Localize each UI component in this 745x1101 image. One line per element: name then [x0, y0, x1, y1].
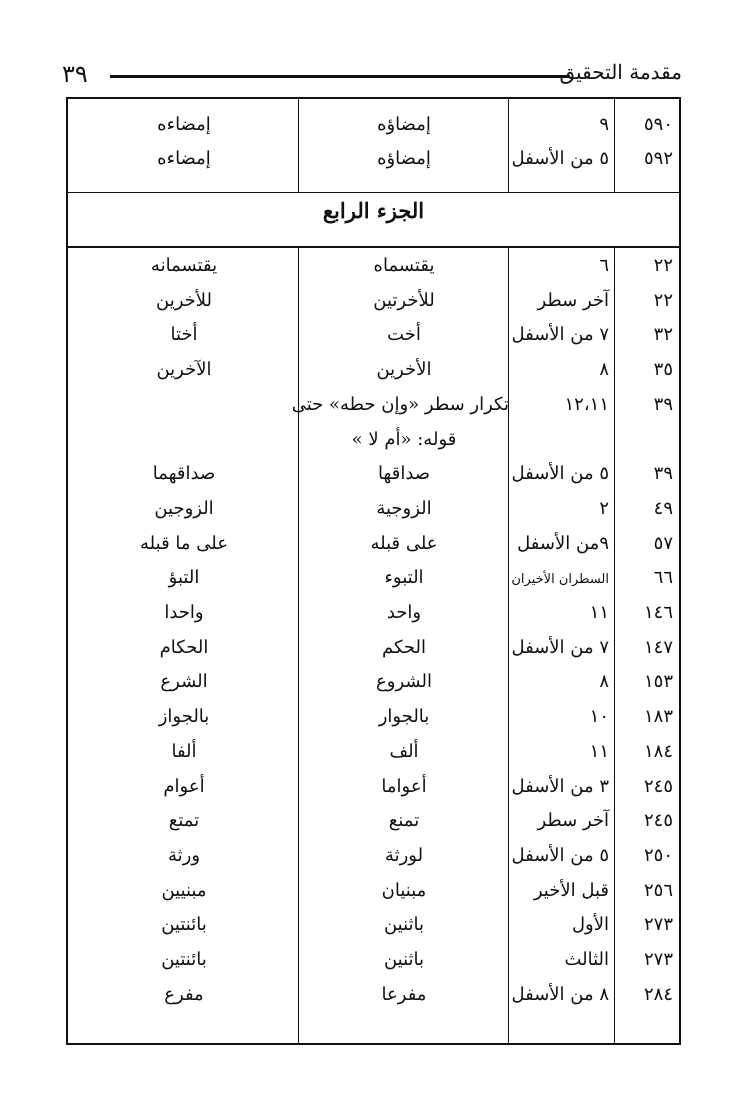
erroneous-text-cell: أعواما: [381, 775, 427, 797]
erroneous-text-cell: الشروع: [376, 671, 432, 693]
line-ref-cell: ٨ من الأسفل: [511, 983, 609, 1005]
erroneous-text-cell: يقتسماه: [373, 255, 435, 276]
page-number-cell: ٥٩٠: [643, 114, 673, 135]
corrected-text-cell: مفرع: [164, 983, 204, 1005]
page-number-cell: ١٤٦: [643, 602, 673, 623]
erroneous-text-cell: لورثة: [384, 844, 424, 866]
section-title: الجزء الرابع: [322, 198, 425, 223]
corrected-text-cell: التبؤ: [168, 567, 200, 589]
table-row: [68, 111, 679, 146]
corrected-text-cell: ورثة: [167, 844, 201, 866]
page-number-cell: ٣٩: [653, 463, 673, 485]
page-number-cell: ٣٢: [653, 324, 673, 346]
corrected-text-cell: بائنتين: [161, 949, 207, 970]
erroneous-text-cell: إمضاؤه: [377, 114, 431, 135]
erroneous-text-cell: على قبله: [370, 532, 438, 554]
table-row: [68, 738, 679, 773]
header-rule: [110, 75, 570, 78]
corrected-text-cell: الزوجين: [154, 497, 214, 519]
table-row: [68, 877, 679, 912]
line-ref-cell: ٩من الأسفل: [517, 532, 609, 554]
table-row: [68, 495, 679, 530]
page-number-cell: ٢٤٥: [643, 775, 673, 797]
corrected-text-cell: إمضاءه: [157, 148, 211, 169]
table-row: [68, 564, 679, 599]
page-number-cell: ٢٧٣: [643, 914, 673, 936]
erroneous-text-cell: تمنع: [388, 810, 420, 832]
erroneous-text-cell: تكرار سطر «وإن حطه» حتى: [291, 393, 509, 415]
page-number-cell: ٥٧: [653, 532, 673, 554]
erroneous-text-cell: إمضاؤه: [377, 148, 431, 169]
running-title: مقدمة التحقيق: [559, 60, 682, 84]
table-row: [68, 460, 679, 495]
corrected-text-cell: مبنيين: [161, 879, 207, 901]
erroneous-text-cell: الزوجية: [376, 497, 432, 519]
page-number-cell: ٣٩: [653, 393, 673, 415]
erroneous-text-cell: للأخرتين: [373, 289, 435, 311]
line-ref-cell: ٩: [599, 114, 609, 135]
corrected-text-cell: ألفا: [171, 740, 197, 762]
page-number-cell: ٢٧٣: [643, 949, 673, 970]
table-row: [68, 530, 679, 565]
page-number-cell: ٣٥: [653, 359, 673, 381]
corrected-text-cell: تمتع: [168, 810, 200, 832]
table-row: [68, 634, 679, 669]
line-ref-cell: السطران الأخيران: [511, 572, 609, 588]
page-header: [62, 58, 682, 92]
page-number-cell: ٢٤٥: [643, 810, 673, 832]
erroneous-text-cell: بالجوار: [378, 706, 430, 728]
page-number-cell: ٤٩: [653, 497, 673, 519]
page-number-cell: ٢٢: [653, 289, 673, 311]
corrected-text-cell: أختا: [170, 324, 198, 346]
corrected-text-cell: صداقهما: [152, 463, 216, 485]
line-ref-cell: ١٠: [589, 706, 609, 728]
table-row: [68, 391, 679, 426]
line-ref-cell: ٨: [599, 671, 609, 693]
erroneous-text-cell: الأخرين: [376, 359, 432, 381]
corrected-text-cell: بالجواز: [158, 706, 210, 728]
page-number: ٣٩: [62, 60, 88, 88]
table-row: [68, 946, 679, 981]
line-ref-cell: ١١: [589, 740, 609, 762]
line-ref-cell: ١١: [589, 602, 609, 623]
corrected-text-cell: الحكام: [159, 636, 209, 658]
table-row: [68, 668, 679, 703]
table-row: [68, 356, 679, 391]
line-ref-cell: ٢: [599, 497, 609, 519]
page-number-cell: ١٨٤: [643, 740, 673, 762]
line-ref-cell: ٨: [599, 359, 609, 381]
line-ref-cell: آخر سطر: [537, 289, 609, 311]
line-ref-cell: ٥ من الأسفل: [511, 463, 609, 485]
corrected-text-cell: يقتسمانه: [150, 255, 218, 276]
erroneous-text-cell: صداقها: [377, 463, 431, 485]
page-number-cell: ١٨٣: [643, 706, 673, 728]
line-ref-cell: ٦: [599, 255, 609, 276]
table-row: [68, 599, 679, 634]
page-number-cell: ٢٨٤: [643, 983, 673, 1005]
table-row: [68, 145, 679, 180]
corrected-text-cell: إمضاءه: [157, 114, 211, 135]
table-row: [68, 703, 679, 738]
table-row: [68, 773, 679, 808]
line-ref-cell: ٧ من الأسفل: [511, 324, 609, 346]
line-ref-cell: ١٢،١١: [564, 393, 609, 415]
table-row: [68, 321, 679, 356]
line-ref-cell: الثالث: [564, 949, 609, 970]
page-number-cell: ١٥٣: [643, 671, 673, 693]
corrected-text-cell: أعوام: [163, 775, 205, 797]
erroneous-text-cell: التبوء: [384, 567, 424, 589]
corrected-text-cell: الآخرين: [156, 359, 212, 381]
line-ref-cell: الأول: [571, 914, 609, 936]
table-row: [68, 807, 679, 842]
corrected-text-cell: بائنتين: [161, 914, 207, 936]
corrected-text-cell: على ما قبله: [140, 532, 228, 554]
table-row: [68, 252, 679, 287]
line-ref-cell: ٣ من الأسفل: [511, 775, 609, 797]
line-ref-cell: آخر سطر: [537, 810, 609, 832]
line-ref-cell: ٥ من الأسفل: [511, 844, 609, 866]
corrected-text-cell: واحدا: [164, 602, 204, 623]
page-number-cell: ١٤٧: [643, 636, 673, 658]
page-number-cell: ٥٩٢: [643, 148, 673, 169]
errata-table: [66, 97, 681, 1045]
line-ref-cell: ٥ من الأسفل: [511, 148, 609, 169]
line-ref-cell: ٧ من الأسفل: [511, 636, 609, 658]
page-number-cell: ٢٥٠: [643, 844, 673, 866]
table-row: [68, 842, 679, 877]
corrected-text-cell: الشرع: [160, 671, 208, 693]
erroneous-text-cell: باثنين: [383, 949, 425, 970]
table-row: [68, 981, 679, 1016]
erroneous-text-cell: ألف: [389, 740, 419, 762]
erroneous-text-cell: قوله: «أم لا »: [351, 428, 457, 450]
erroneous-text-cell: باثنين: [383, 914, 425, 936]
erroneous-text-cell: مبنيان: [381, 879, 427, 901]
erroneous-text-cell: مفرعا: [381, 983, 427, 1005]
erroneous-text-cell: الحكم: [381, 636, 427, 658]
erroneous-text-cell: واحد: [386, 602, 422, 623]
table-row: [68, 911, 679, 946]
page-number-cell: ٢٢: [653, 255, 673, 276]
erroneous-text-cell: أخت: [387, 324, 421, 346]
table-row: [68, 426, 679, 461]
page-number-cell: ٢٥٦: [643, 879, 673, 901]
page-number-cell: ٦٦: [653, 567, 673, 589]
table-row: [68, 287, 679, 322]
corrected-text-cell: للأخرين: [156, 289, 212, 311]
line-ref-cell: قبل الأخير: [533, 879, 609, 901]
